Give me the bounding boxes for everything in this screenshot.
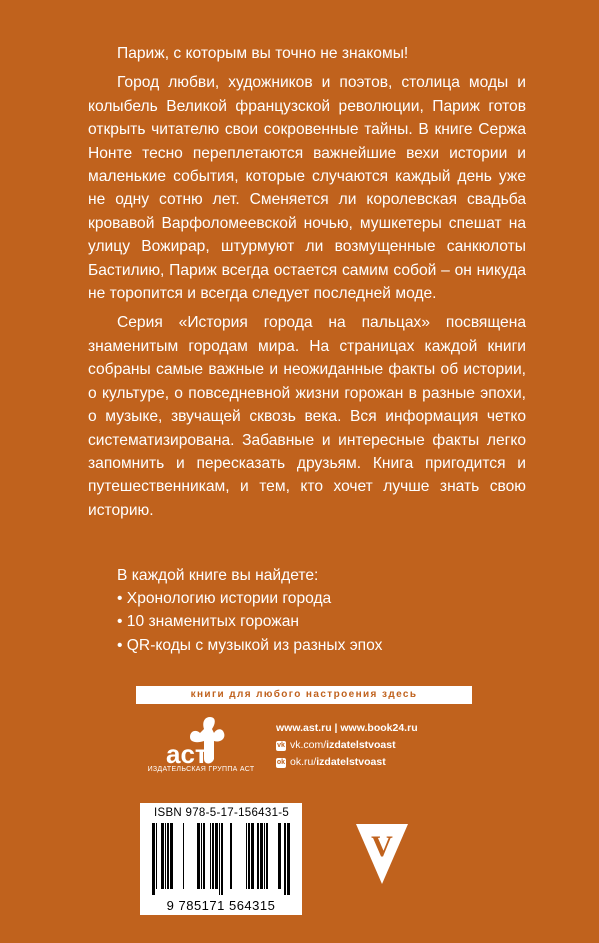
book-features bbox=[88, 564, 528, 657]
barcode-bar bbox=[152, 823, 155, 895]
feature-item: • QR-коды с музыкой из разных эпох bbox=[117, 634, 528, 657]
mood-banner: книги для любого настроения здесь bbox=[136, 686, 472, 704]
isbn-barcode bbox=[140, 803, 302, 915]
barcode-bar bbox=[230, 823, 232, 889]
feature-item: • 10 знаменитых горожан bbox=[117, 610, 528, 633]
barcode-bar bbox=[165, 823, 166, 889]
barcode-bar bbox=[260, 823, 263, 889]
barcode-bar bbox=[210, 823, 211, 889]
ok-prefix: ok.ru/ bbox=[290, 756, 317, 768]
barcode-bar bbox=[170, 823, 173, 889]
ok-icon: ok bbox=[276, 758, 286, 766]
vk-link[interactable] bbox=[276, 737, 418, 754]
barcode-bars bbox=[152, 823, 290, 895]
barcode-bar bbox=[251, 823, 254, 889]
barcode-bar bbox=[248, 823, 250, 889]
barcode-bar bbox=[221, 823, 223, 895]
publisher-links bbox=[276, 720, 418, 771]
barcode-bar bbox=[183, 823, 184, 889]
description-paragraph: Серия «История города на пальцах» посвящена знаменитым городам мира. На страницах каждой книги собраны самые важные и неожиданные факты об истории, о культуре, о повседневной жизни горожан в разные эпохи, о музыке, звучащей сквозь века. Вся информация четко систематизирована. Забавные и интересные факты легко запомнить и пересказать друзьям. Книга пригодится и путешественникам, и тем, кто хочет лучше знать свою историю. bbox=[88, 314, 526, 519]
logo-lettering: аст bbox=[166, 739, 208, 769]
barcode-digits: 9 785171 564315 bbox=[166, 898, 276, 913]
vk-icon: vk bbox=[277, 741, 285, 749]
publisher-caption: ИЗДАТЕЛЬСКАЯ ГРУППА АСТ bbox=[147, 766, 255, 773]
barcode-bar bbox=[215, 823, 218, 889]
barcode-bar bbox=[167, 823, 169, 889]
ok-handle: izdatelstvoast bbox=[316, 756, 386, 768]
v-imprint-logo bbox=[354, 822, 410, 886]
barcode-bar bbox=[257, 823, 259, 889]
barcode-bar bbox=[219, 823, 220, 895]
v-letter: V bbox=[371, 830, 393, 863]
website-links[interactable]: www.ast.ru | www.book24.ru bbox=[276, 722, 418, 734]
barcode-bar bbox=[284, 823, 286, 895]
barcode-bar bbox=[203, 823, 205, 889]
barcode-bar bbox=[264, 823, 265, 889]
vk-handle: izdatelstvoast bbox=[326, 739, 396, 751]
vk-prefix: vk.com/ bbox=[290, 739, 327, 751]
barcode-bar bbox=[201, 823, 202, 889]
features-intro: В каждой книге вы найдете: bbox=[117, 567, 319, 584]
barcode-bar bbox=[197, 823, 200, 889]
barcode-bar bbox=[278, 823, 281, 889]
barcode-bar bbox=[212, 823, 214, 889]
barcode-bar bbox=[161, 823, 164, 889]
features-list bbox=[88, 587, 528, 657]
barcode-bar bbox=[287, 823, 290, 895]
barcode-bar bbox=[156, 823, 157, 889]
feature-item: • Хронологию истории города bbox=[117, 587, 528, 610]
barcode-bar bbox=[266, 823, 268, 889]
ok-link[interactable] bbox=[276, 754, 418, 771]
description-paragraph: Город любви, художников и поэтов, столица моды и колыбель Великой французской революции, Париж готов открыть читателю свои сокровенные тайны. В книге Сержа Нонте тесно переплетаются важнейшие вехи истории и маленькие события, которые случаются каждый день уже не одну сотню лет. Сменяется ли королевская свадьба кровавой Варфоломеевской ночью, мушкетеры спешат на улицу Вожирар, штурмуют ли возмущенные санкюлоты Бастилию, Париж всегда остается самим собой – он никуда не торопится и всегда следует последней моде. bbox=[88, 74, 526, 303]
description-text bbox=[88, 42, 526, 522]
barcode-bar bbox=[246, 823, 247, 889]
description-paragraph: Париж, с которым вы точно не знакомы! bbox=[117, 45, 409, 62]
isbn-label: ISBN 978-5-17-156431-5 bbox=[154, 807, 290, 819]
